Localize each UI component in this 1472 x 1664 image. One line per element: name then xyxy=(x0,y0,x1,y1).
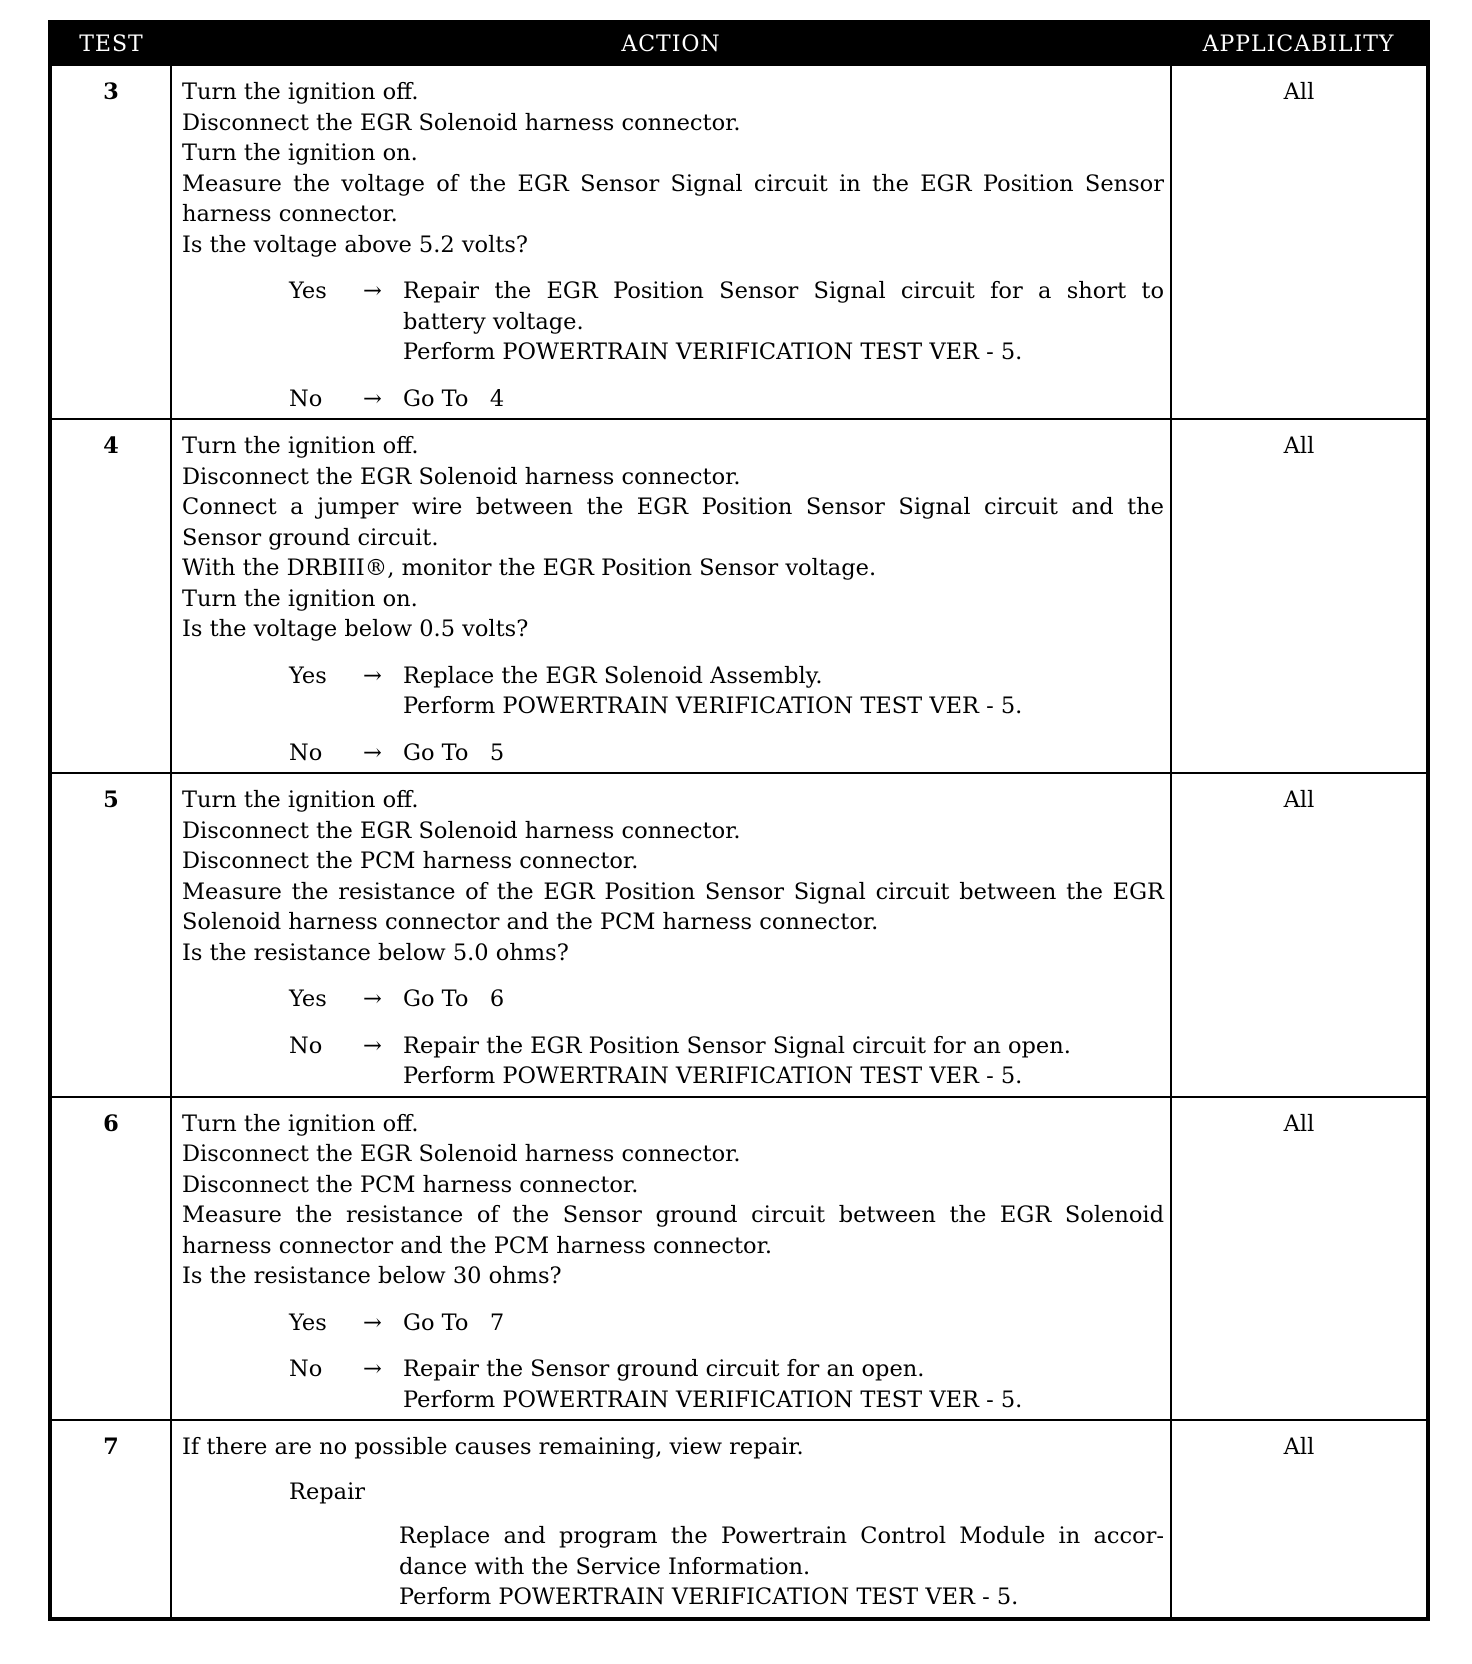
test-number: 3 xyxy=(50,65,171,419)
table-row xyxy=(50,1420,1428,1619)
applicability-value: All xyxy=(1171,419,1428,773)
header-applicability: APPLICABILITY xyxy=(1171,22,1428,65)
branch-text xyxy=(403,1354,1164,1415)
branch-text xyxy=(403,661,1164,722)
action-cell xyxy=(171,1420,1171,1619)
header-action: ACTION xyxy=(171,22,1171,65)
branch-text xyxy=(403,276,1172,368)
header-test: TEST xyxy=(50,22,171,65)
branch-line: Perform POWERTRAIN VERIFICATION TEST VER - 5. xyxy=(403,339,1023,365)
arrow-icon: → xyxy=(363,662,382,689)
branch-list xyxy=(182,1308,1164,1416)
branch-text xyxy=(403,384,1164,415)
branch-no xyxy=(182,1031,1164,1092)
arrow-icon: → xyxy=(363,739,382,766)
branch-key: No xyxy=(289,1356,323,1382)
branch-key: Yes xyxy=(289,662,327,689)
arrow-icon: → xyxy=(363,1032,382,1059)
diagnostic-test-table xyxy=(48,20,1430,1621)
action-step: Measure the resistance of the EGR Position Sensor Signal circuit between the EGR Solenoid harness connector and the PCM harness connector. xyxy=(182,878,1164,935)
table-row xyxy=(50,773,1428,1097)
branch-text xyxy=(403,984,1164,1015)
branch-line: Perform POWERTRAIN VERIFICATION TEST VER - 5. xyxy=(403,1386,1023,1413)
action-step: Is the resistance below 5.0 ohms? xyxy=(182,939,569,966)
action-step: Connect a jumper wire between the EGR Position Sensor Signal circuit and the Sensor ground circuit. xyxy=(182,494,1164,551)
action-step: Is the voltage below 0.5 volts? xyxy=(182,616,529,642)
repair-heading: Repair xyxy=(289,1478,366,1505)
action-cell xyxy=(171,419,1171,773)
branch-line: Repair the EGR Position Sensor Signal circuit for a short to battery voltage. xyxy=(403,278,1172,335)
action-step: Turn the ignition on. xyxy=(182,140,418,166)
applicability-value: All xyxy=(1171,773,1428,1097)
branch-text xyxy=(403,1308,1164,1339)
branch-no xyxy=(182,384,1164,415)
table-body xyxy=(50,65,1428,1619)
action-step: Is the resistance below 30 ohms? xyxy=(182,1263,562,1289)
action-cell xyxy=(171,773,1171,1097)
branch-key: No xyxy=(289,739,323,766)
branch-list xyxy=(182,276,1172,414)
branch-line: Go To 4 xyxy=(403,385,505,412)
table-row xyxy=(50,1097,1428,1421)
action-step: If there are no possible causes remaining, view repair. xyxy=(182,1434,804,1460)
repair-line: Perform POWERTRAIN VERIFICATION TEST VER - 5. xyxy=(399,1584,1019,1610)
action-step: Turn the ignition off. xyxy=(182,1110,419,1137)
branch-line: Perform POWERTRAIN VERIFICATION TEST VER - 5. xyxy=(403,1063,1023,1089)
repair-line: dance with the Service Information. xyxy=(399,1553,811,1580)
branch-yes xyxy=(182,661,1164,722)
action-step: Turn the ignition on. xyxy=(182,585,418,612)
branch-line: Go To 5 xyxy=(403,739,505,766)
action-cell xyxy=(171,1097,1171,1421)
arrow-icon: → xyxy=(363,278,382,304)
test-number: 5 xyxy=(50,773,171,1097)
branch-text xyxy=(403,1031,1164,1092)
branch-no xyxy=(182,1354,1164,1415)
branch-yes xyxy=(182,1308,1164,1339)
table-row xyxy=(50,419,1428,773)
branch-line: Perform POWERTRAIN VERIFICATION TEST VER - 5. xyxy=(403,693,1023,719)
test-number: 6 xyxy=(50,1097,171,1421)
arrow-icon: → xyxy=(363,385,382,412)
applicability-value: All xyxy=(1171,1097,1428,1421)
table-row xyxy=(50,65,1428,419)
test-number: 4 xyxy=(50,419,171,773)
action-step: Disconnect the PCM harness connector. xyxy=(182,1171,639,1198)
table-header xyxy=(50,22,1428,65)
arrow-icon: → xyxy=(363,1309,382,1336)
action-step: Is the voltage above 5.2 volts? xyxy=(182,231,528,258)
branch-list xyxy=(182,984,1164,1092)
test-number: 7 xyxy=(50,1420,171,1619)
branch-key: No xyxy=(289,385,323,412)
action-step: Turn the ignition off. xyxy=(182,79,419,105)
branch-line: Repair the Sensor ground circuit for an open. xyxy=(403,1356,925,1382)
action-step: Disconnect the EGR Solenoid harness connector. xyxy=(182,817,741,844)
action-step: Measure the voltage of the EGR Sensor Signal circuit in the EGR Position Sensor harness connector. xyxy=(182,170,1164,227)
branch-list xyxy=(182,661,1164,769)
arrow-icon: → xyxy=(363,1356,382,1382)
branch-key: Yes xyxy=(289,1309,327,1336)
branch-key: No xyxy=(289,1032,323,1059)
action-step: Disconnect the PCM harness connector. xyxy=(182,848,639,874)
repair-text xyxy=(399,1521,1164,1613)
applicability-value: All xyxy=(1171,1420,1428,1619)
branch-line: Go To 7 xyxy=(403,1309,505,1336)
action-step: Turn the ignition off. xyxy=(182,787,419,813)
branch-text xyxy=(403,738,1164,769)
branch-key: Yes xyxy=(289,278,327,304)
arrow-icon: → xyxy=(363,986,382,1012)
branch-yes xyxy=(182,276,1172,368)
branch-yes xyxy=(182,984,1164,1015)
action-step: With the DRBIII®, monitor the EGR Position Sensor voltage. xyxy=(182,555,877,581)
repair-line: Replace and program the Powertrain Control Module in accor- xyxy=(399,1523,1164,1549)
action-step: Measure the resistance of the Sensor ground circuit between the EGR Solenoid harness connector and the PCM harness connector. xyxy=(182,1202,1164,1259)
branch-line: Go To 6 xyxy=(403,986,505,1012)
branch-key: Yes xyxy=(289,986,327,1012)
action-step: Disconnect the EGR Solenoid harness connector. xyxy=(182,109,741,136)
branch-line: Replace the EGR Solenoid Assembly. xyxy=(403,662,823,689)
branch-no xyxy=(182,738,1164,769)
action-step: Turn the ignition off. xyxy=(182,433,419,459)
action-step: Disconnect the EGR Solenoid harness connector. xyxy=(182,1141,741,1167)
action-cell xyxy=(171,65,1171,419)
branch-line: Repair the EGR Position Sensor Signal circuit for an open. xyxy=(403,1032,1071,1059)
action-step: Disconnect the EGR Solenoid harness connector. xyxy=(182,463,741,490)
applicability-value: All xyxy=(1171,65,1428,419)
